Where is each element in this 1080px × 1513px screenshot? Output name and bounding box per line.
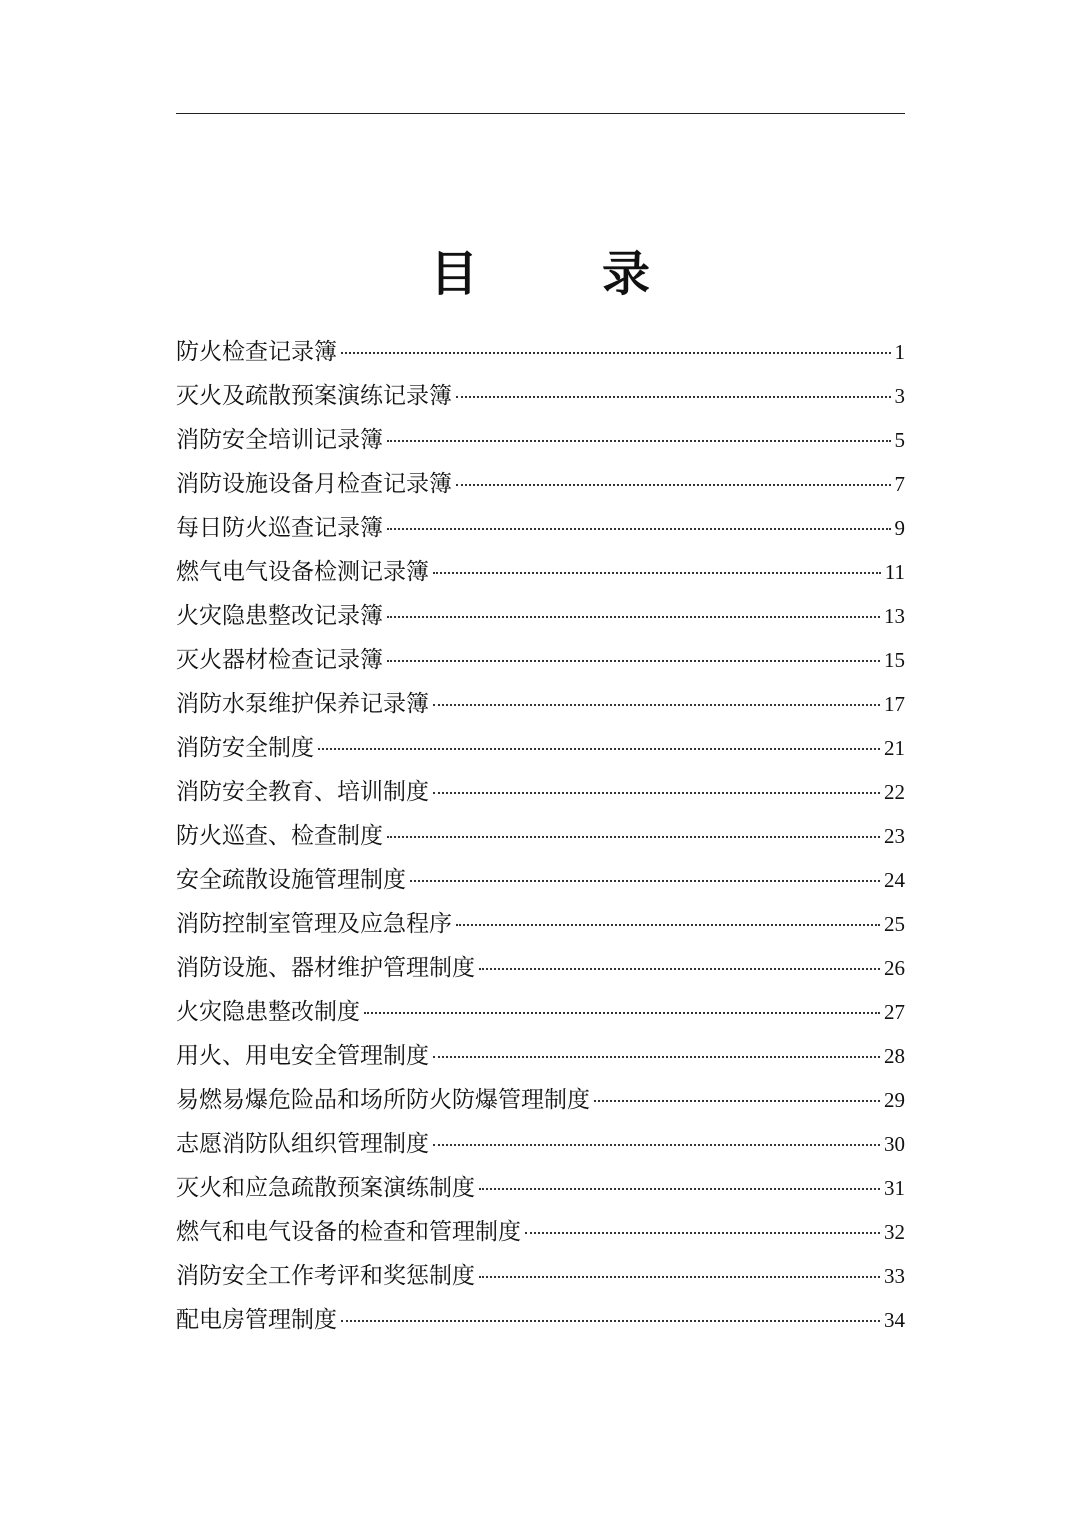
toc-leader-dots bbox=[387, 440, 891, 442]
toc-entry-page: 11 bbox=[884, 560, 905, 584]
toc-entry-label: 灭火及疏散预案演练记录簿 bbox=[176, 383, 452, 409]
toc-entry-page: 17 bbox=[884, 692, 905, 716]
toc-leader-dots bbox=[594, 1100, 880, 1102]
toc-entry[interactable] bbox=[176, 418, 905, 462]
toc-entry-label: 灭火器材检查记录簿 bbox=[176, 647, 383, 673]
toc-leader-dots bbox=[387, 528, 891, 530]
toc-leader-dots bbox=[479, 968, 880, 970]
toc-entry-label: 消防安全培训记录簿 bbox=[176, 427, 383, 453]
toc-entry[interactable] bbox=[176, 770, 905, 814]
toc-entry[interactable] bbox=[176, 858, 905, 902]
toc-entry[interactable] bbox=[176, 726, 905, 770]
toc-leader-dots bbox=[433, 1056, 880, 1058]
toc-entry-page: 26 bbox=[884, 956, 905, 980]
toc-entry-label: 火灾隐患整改制度 bbox=[176, 999, 360, 1025]
toc-entry[interactable] bbox=[176, 1210, 905, 1254]
toc-entry[interactable] bbox=[176, 638, 905, 682]
toc-entry-label: 用火、用电安全管理制度 bbox=[176, 1043, 429, 1069]
toc-leader-dots bbox=[387, 616, 880, 618]
toc-entry[interactable] bbox=[176, 1122, 905, 1166]
toc-entry-label: 消防控制室管理及应急程序 bbox=[176, 911, 452, 937]
toc-entry-label: 火灾隐患整改记录簿 bbox=[176, 603, 383, 629]
toc-leader-dots bbox=[410, 880, 880, 882]
toc-leader-dots bbox=[433, 1144, 880, 1146]
toc-list bbox=[176, 330, 905, 1342]
toc-entry[interactable] bbox=[176, 902, 905, 946]
toc-entry[interactable] bbox=[176, 946, 905, 990]
toc-entry-page: 21 bbox=[884, 736, 905, 760]
toc-leader-dots bbox=[341, 352, 891, 354]
toc-entry-page: 23 bbox=[884, 824, 905, 848]
toc-entry-page: 15 bbox=[884, 648, 905, 672]
toc-entry[interactable] bbox=[176, 1298, 905, 1342]
toc-entry-page: 9 bbox=[894, 516, 905, 540]
toc-entry-page: 1 bbox=[894, 340, 905, 364]
toc-entry-label: 消防水泵维护保养记录簿 bbox=[176, 691, 429, 717]
toc-entry-label: 消防安全制度 bbox=[176, 735, 314, 761]
toc-entry-label: 消防设施、器材维护管理制度 bbox=[176, 955, 475, 981]
toc-entry-page: 24 bbox=[884, 868, 905, 892]
toc-entry-label: 防火检查记录簿 bbox=[176, 339, 337, 365]
toc-leader-dots bbox=[456, 396, 891, 398]
toc-leader-dots bbox=[525, 1232, 880, 1234]
toc-title: 目 录 bbox=[429, 246, 688, 303]
toc-entry-page: 3 bbox=[894, 384, 905, 408]
toc-leader-dots bbox=[387, 836, 880, 838]
toc-entry[interactable] bbox=[176, 814, 905, 858]
toc-entry[interactable] bbox=[176, 990, 905, 1034]
toc-leader-dots bbox=[456, 484, 891, 486]
toc-entry-page: 31 bbox=[884, 1176, 905, 1200]
toc-entry-label: 灭火和应急疏散预案演练制度 bbox=[176, 1175, 475, 1201]
toc-entry-page: 5 bbox=[894, 428, 905, 452]
toc-entry-page: 7 bbox=[894, 472, 905, 496]
toc-entry-label: 消防设施设备月检查记录簿 bbox=[176, 471, 452, 497]
toc-entry[interactable] bbox=[176, 374, 905, 418]
toc-entry-label: 消防安全工作考评和奖惩制度 bbox=[176, 1263, 475, 1289]
toc-leader-dots bbox=[433, 704, 880, 706]
toc-entry-page: 13 bbox=[884, 604, 905, 628]
toc-entry[interactable] bbox=[176, 1254, 905, 1298]
toc-entry[interactable] bbox=[176, 550, 905, 594]
toc-entry-label: 燃气电气设备检测记录簿 bbox=[176, 559, 429, 585]
toc-leader-dots bbox=[479, 1188, 880, 1190]
toc-leader-dots bbox=[387, 660, 880, 662]
toc-leader-dots bbox=[433, 792, 880, 794]
toc-entry-page: 28 bbox=[884, 1044, 905, 1068]
toc-entry-label: 志愿消防队组织管理制度 bbox=[176, 1131, 429, 1157]
toc-entry[interactable] bbox=[176, 1078, 905, 1122]
toc-entry[interactable] bbox=[176, 1166, 905, 1210]
toc-leader-dots bbox=[318, 748, 880, 750]
toc-entry[interactable] bbox=[176, 1034, 905, 1078]
toc-entry-page: 32 bbox=[884, 1220, 905, 1244]
toc-entry[interactable] bbox=[176, 462, 905, 506]
toc-entry-page: 33 bbox=[884, 1264, 905, 1288]
toc-entry-page: 34 bbox=[884, 1308, 905, 1332]
toc-entry-label: 燃气和电气设备的检查和管理制度 bbox=[176, 1219, 521, 1245]
toc-entry-label: 易燃易爆危险品和场所防火防爆管理制度 bbox=[176, 1087, 590, 1113]
toc-leader-dots bbox=[433, 572, 881, 574]
toc-entry[interactable] bbox=[176, 594, 905, 638]
toc-entry-page: 22 bbox=[884, 780, 905, 804]
toc-entry-page: 30 bbox=[884, 1132, 905, 1156]
toc-leader-dots bbox=[364, 1012, 880, 1014]
toc-entry-page: 25 bbox=[884, 912, 905, 936]
toc-entry[interactable] bbox=[176, 330, 905, 374]
toc-entry-page: 27 bbox=[884, 1000, 905, 1024]
header-rule bbox=[176, 113, 905, 114]
toc-entry-label: 防火巡查、检查制度 bbox=[176, 823, 383, 849]
toc-entry[interactable] bbox=[176, 682, 905, 726]
toc-leader-dots bbox=[456, 924, 880, 926]
toc-leader-dots bbox=[479, 1276, 880, 1278]
toc-entry[interactable] bbox=[176, 506, 905, 550]
toc-entry-label: 安全疏散设施管理制度 bbox=[176, 867, 406, 893]
toc-entry-label: 消防安全教育、培训制度 bbox=[176, 779, 429, 805]
toc-leader-dots bbox=[341, 1320, 880, 1322]
toc-entry-page: 29 bbox=[884, 1088, 905, 1112]
toc-entry-label: 配电房管理制度 bbox=[176, 1307, 337, 1333]
toc-entry-label: 每日防火巡查记录簿 bbox=[176, 515, 383, 541]
